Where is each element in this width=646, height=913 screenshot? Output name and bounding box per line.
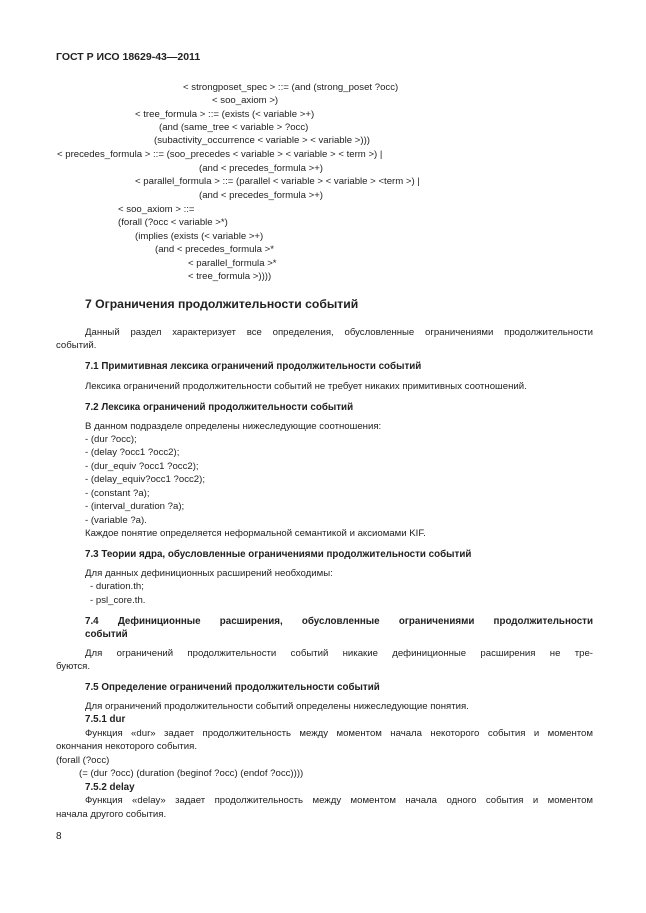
section-7-3-heading: 7.3 Теории ядра, обусловленные ограничениями продолжительности событий	[85, 549, 472, 560]
section-7-2-heading: 7.2 Лексика ограничений продолжительности событий	[85, 402, 354, 413]
section-7-5-2-text: Функция «delay» задает продолжительность между моментом начала одного события и моментом	[85, 795, 593, 806]
formula-line: < tree_formula >))))	[188, 271, 272, 282]
section-7-heading: 7 Ограничения продолжительности событий	[85, 297, 359, 311]
formula-line: < precedes_formula > ::= (soo_precedes < variable > < variable > < term >) |	[57, 149, 383, 160]
formula-line: (subactivity_occurrence < variable > < variable >)))	[154, 135, 370, 146]
relation-list-item: - (delay_equiv?occ1 ?occ2);	[85, 474, 205, 485]
section-7-5-2-heading: 7.5.2 delay	[85, 782, 135, 793]
section-7-intro: событий.	[56, 340, 97, 351]
formula-line: < soo_axiom > ::=	[118, 204, 195, 215]
relation-list-item: - (interval_duration ?a);	[85, 501, 185, 512]
section-7-5-1-code: (= (dur ?occ) (duration (beginof ?occ) (endof ?occ))))	[79, 768, 304, 779]
section-7-5-heading: 7.5 Определение ограничений продолжительности событий	[85, 682, 380, 693]
section-7-5-1-text: Функция «dur» задает продолжительность между моментом начала некоторого события и моментом	[85, 728, 593, 739]
section-7-5-2-text: начала другого события.	[56, 809, 167, 820]
section-7-4-text: буются.	[56, 661, 91, 672]
section-7-1-text: Лексика ограничений продолжительности событий не требует никаких примитивных соотношений.	[85, 381, 527, 392]
section-7-5-1-code: (forall (?occ)	[56, 755, 110, 766]
formula-line: (implies (exists (< variable >+)	[135, 231, 264, 242]
section-7-5-intro: Для ограничений продолжительности событий определены нижеследующие понятия.	[85, 701, 469, 712]
section-7-2-intro: В данном подразделе определены нижеследующие соотношения:	[85, 421, 382, 432]
relation-list-item: - (dur_equiv ?occ1 ?occ2);	[85, 461, 199, 472]
formula-line: < tree_formula > ::= (exists (< variable >+)	[135, 109, 315, 120]
section-7-4-text: Для ограничений продолжительности событий никакие дефиниционные расширения не тре-	[85, 648, 593, 659]
theory-list-item: - duration.th;	[90, 581, 144, 592]
formula-line: (forall (?occ < variable >*)	[118, 217, 228, 228]
theory-list-item: - psl_core.th.	[90, 595, 146, 606]
relation-list-item: - (dur ?occ);	[85, 434, 137, 445]
formula-line: < soo_axiom >)	[212, 95, 279, 106]
relation-list-item: - (variable ?a).	[85, 515, 147, 526]
formula-line: (and < precedes_formula >*	[155, 244, 274, 255]
section-7-intro: Данный раздел характеризует все определения, обусловленные ограничениями продолжительности	[85, 327, 593, 338]
formula-line: < parallel_formula > ::= (parallel < variable > < variable > <term >) |	[135, 176, 420, 187]
section-7-2-outro: Каждое понятие определяется неформальной семантикой и аксиомами KIF.	[85, 528, 426, 539]
section-7-4-heading: 7.4 Дефиниционные расширения, обусловленные ограничениями продолжительности	[85, 616, 593, 627]
section-7-3-intro: Для данных дефиниционных расширений необходимы:	[85, 568, 333, 579]
formula-line: (and < precedes_formula >+)	[199, 163, 323, 174]
relation-list-item: - (constant ?a);	[85, 488, 150, 499]
standard-header: ГОСТ Р ИСО 18629-43—2011	[56, 51, 201, 63]
formula-line: < parallel_formula >*	[188, 258, 277, 269]
section-7-4-heading: событий	[85, 629, 128, 640]
formula-line: (and < precedes_formula >+)	[199, 190, 323, 201]
relation-list-item: - (delay ?occ1 ?occ2);	[85, 447, 180, 458]
section-7-5-1-text: окончания некоторого события.	[56, 741, 198, 752]
formula-line: < strongposet_spec > ::= (and (strong_poset ?occ)	[183, 82, 399, 93]
section-7-1-heading: 7.1 Примитивная лексика ограничений продолжительности событий	[85, 361, 422, 372]
formula-line: (and (same_tree < variable > ?occ)	[159, 122, 309, 133]
section-7-5-1-heading: 7.5.1 dur	[85, 714, 126, 725]
page-number: 8	[56, 831, 62, 842]
